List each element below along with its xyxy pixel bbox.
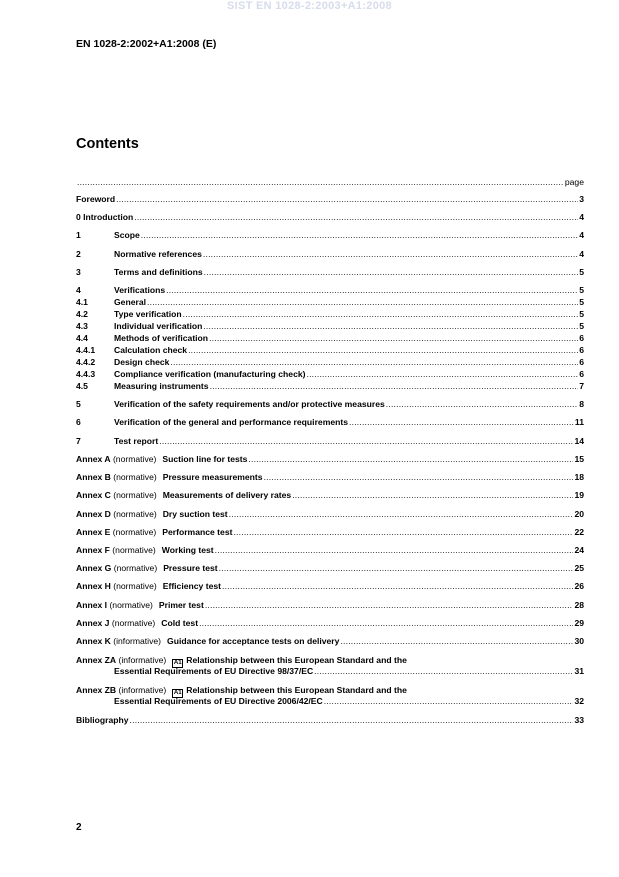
leader-dots — [159, 436, 573, 447]
leader-dots — [77, 177, 564, 187]
toc-page: 33 — [574, 715, 584, 725]
toc-entry-annex-d[interactable] — [76, 509, 584, 520]
annex-type: (informative) — [118, 685, 167, 695]
leader-dots — [222, 581, 573, 592]
amendment-marker-icon: A1 — [173, 660, 182, 666]
annex-label: Annex F — [76, 545, 110, 555]
toc-title: Verification of the safety requirements and/or protective measures — [114, 399, 385, 409]
toc-page: 14 — [574, 436, 584, 446]
toc-entry-foreword[interactable] — [76, 194, 584, 205]
toc-number: 4.4.3 — [76, 369, 96, 379]
toc-title: Methods of verification — [114, 333, 209, 343]
toc-page: 19 — [574, 490, 584, 500]
toc-entry-verifications[interactable] — [76, 285, 584, 296]
annex-type: (normative) — [113, 490, 157, 500]
toc-page: 6 — [579, 369, 584, 379]
leader-dots — [141, 230, 578, 241]
leader-dots — [215, 545, 574, 556]
annex-label: Annex ZB — [76, 685, 117, 695]
toc-entry-design-check[interactable] — [76, 357, 584, 368]
watermark: SIST EN 1028-2:2003+A1:2008 — [227, 0, 392, 12]
toc-page: 32 — [574, 696, 584, 706]
toc-page: 30 — [574, 636, 584, 646]
toc-title: Measuring instruments — [114, 381, 209, 391]
page-label-text: page — [564, 177, 584, 187]
annex-title: Dry suction test — [162, 509, 228, 519]
toc-entry-annex-a[interactable] — [76, 454, 584, 465]
annex-label: Annex A — [76, 454, 111, 464]
toc-title: Calculation check — [114, 345, 188, 355]
toc-entry-annex-h[interactable] — [76, 581, 584, 592]
toc-title: General — [114, 297, 147, 307]
toc-page: 4 — [579, 230, 584, 240]
toc-page: 18 — [574, 472, 584, 482]
toc-number: 4.5 — [76, 381, 88, 391]
toc-number: 3 — [76, 267, 81, 277]
toc-page: 4 — [579, 212, 584, 222]
leader-dots — [205, 600, 574, 611]
toc-page: 20 — [574, 509, 584, 519]
toc-entry-annex-b[interactable] — [76, 472, 584, 483]
leader-dots — [209, 333, 578, 344]
leader-dots — [210, 381, 579, 392]
toc-title: Verification of the general and performance requirements — [114, 417, 349, 427]
toc-page: 3 — [579, 194, 584, 204]
toc-entry-annex-e[interactable] — [76, 527, 584, 538]
toc-title: 0 Introduction — [76, 212, 134, 222]
leader-dots — [324, 696, 574, 707]
toc-entry-safety-requirements[interactable] — [76, 399, 584, 410]
annex-label: Annex K — [76, 636, 111, 646]
leader-dots — [170, 357, 578, 368]
annex-title: Performance test — [162, 527, 233, 537]
annex-label: Annex E — [76, 527, 111, 537]
toc-entry-scope[interactable] — [76, 230, 584, 241]
toc-entry-terms[interactable] — [76, 267, 584, 278]
toc-number: 4.2 — [76, 309, 88, 319]
leader-dots — [264, 472, 574, 483]
toc-entry-performance-requirements[interactable] — [76, 417, 584, 428]
annex-title: Pressure measurements — [162, 472, 263, 482]
toc-page: 5 — [579, 321, 584, 331]
toc-page: 25 — [574, 563, 584, 573]
leader-dots — [219, 563, 574, 574]
leader-dots — [183, 309, 579, 320]
toc-entry-individual-verification[interactable] — [76, 321, 584, 332]
leader-dots — [203, 249, 578, 260]
leader-dots — [349, 417, 574, 428]
leader-dots — [166, 285, 578, 296]
toc-entry-annex-j[interactable] — [76, 618, 584, 629]
annex-label: Annex G — [76, 563, 112, 573]
annex-type: (normative) — [113, 563, 158, 573]
leader-dots — [386, 399, 578, 410]
toc-page: 6 — [579, 345, 584, 355]
toc-entry-annex-za[interactable] — [76, 655, 584, 677]
leader-dots — [116, 194, 578, 205]
toc-entry-annex-g[interactable] — [76, 563, 584, 574]
annex-title: Cold test — [161, 618, 199, 628]
annex-title: Working test — [161, 545, 214, 555]
leader-dots — [130, 715, 574, 726]
annex-label: Annex B — [76, 472, 111, 482]
toc-entry-compliance-verification[interactable] — [76, 369, 584, 380]
toc-number: 4 — [76, 285, 81, 295]
toc-number: 4.3 — [76, 321, 88, 331]
toc-entry-annex-i[interactable] — [76, 600, 584, 611]
toc-page: 6 — [579, 357, 584, 367]
toc-title: Test report — [114, 436, 159, 446]
toc-page: 5 — [579, 285, 584, 295]
annex-type: (normative) — [109, 600, 153, 610]
toc-page: 8 — [579, 399, 584, 409]
leader-dots — [233, 527, 573, 538]
annex-label: Annex D — [76, 509, 111, 519]
amendment-marker-icon: A1 — [173, 690, 182, 696]
annex-type: (normative) — [112, 527, 157, 537]
annex-type: (normative) — [112, 454, 157, 464]
toc-page: 11 — [574, 417, 584, 427]
toc-entry-calculation-check[interactable] — [76, 345, 584, 356]
toc-entry-annex-zb[interactable] — [76, 685, 584, 707]
annex-title-line2: Essential Requirements of EU Directive 98/37/EC — [114, 666, 314, 676]
annex-label: Annex ZA — [76, 655, 117, 665]
toc-entry-general[interactable] — [76, 297, 584, 308]
annex-title-line1: Relationship between this European Standard and the — [186, 655, 407, 665]
toc-page: 22 — [574, 527, 584, 537]
toc-page: 5 — [579, 309, 584, 319]
annex-label: Annex H — [76, 581, 111, 591]
toc-number: 4.1 — [76, 297, 88, 307]
toc-page: 24 — [574, 545, 584, 555]
toc-number: 5 — [76, 399, 81, 409]
toc-title: Design check — [114, 357, 170, 367]
leader-dots — [134, 212, 578, 223]
annex-title-line2: Essential Requirements of EU Directive 2006/42/EC — [114, 696, 323, 706]
leader-dots — [147, 297, 578, 308]
toc-number: 4.4 — [76, 333, 88, 343]
leader-dots — [340, 636, 573, 647]
toc-entry-introduction[interactable] — [76, 212, 584, 223]
annex-title: Suction line for tests — [162, 454, 248, 464]
toc-number: 7 — [76, 436, 81, 446]
toc-entry-annex-k[interactable] — [76, 636, 584, 647]
toc-page: 26 — [574, 581, 584, 591]
annex-label: Annex I — [76, 600, 108, 610]
toc-page: 5 — [579, 297, 584, 307]
leader-dots — [204, 267, 579, 278]
toc-title: Verifications — [114, 285, 166, 295]
leader-dots — [248, 454, 573, 465]
annex-type: (normative) — [113, 472, 157, 482]
toc-page: 5 — [579, 267, 584, 277]
toc-title: Scope — [114, 230, 140, 240]
toc-number: 6 — [76, 417, 81, 427]
toc-page: 31 — [574, 666, 584, 676]
leader-dots — [292, 490, 573, 501]
annex-label: Annex C — [76, 490, 111, 500]
toc-page: 7 — [579, 381, 584, 391]
page-title: Contents — [76, 136, 139, 152]
annex-title: Primer test — [158, 600, 204, 610]
page-column-label — [76, 177, 584, 187]
toc-entry-normative-references[interactable] — [76, 249, 584, 260]
toc-entry-annex-f[interactable] — [76, 545, 584, 556]
toc-page: 6 — [579, 333, 584, 343]
toc-number: 4.4.1 — [76, 345, 96, 355]
toc-entry-type-verification[interactable] — [76, 309, 584, 320]
annex-type: (informative) — [118, 655, 167, 665]
leader-dots — [199, 618, 573, 629]
toc-number: 2 — [76, 249, 81, 259]
toc-title: Bibliography — [76, 715, 129, 725]
page-number: 2 — [76, 822, 82, 833]
toc-entry-measuring-instruments[interactable] — [76, 381, 584, 392]
annex-title-line1: Relationship between this European Standard and the — [186, 685, 407, 695]
toc-title: Normative references — [114, 249, 202, 259]
toc-entry-annex-c[interactable] — [76, 490, 584, 501]
annex-title: Pressure test — [163, 563, 218, 573]
toc-page: 4 — [579, 249, 584, 259]
annex-type: (normative) — [112, 545, 156, 555]
toc-title: Individual verification — [114, 321, 203, 331]
toc-number: 1 — [76, 230, 81, 240]
toc-page: 29 — [574, 618, 584, 628]
toc-entry-test-report[interactable] — [76, 436, 584, 447]
leader-dots — [203, 321, 578, 332]
annex-type: (normative) — [113, 509, 157, 519]
toc-title: Foreword — [76, 194, 116, 204]
annex-title: Measurements of delivery rates — [162, 490, 292, 500]
toc-entry-methods[interactable] — [76, 333, 584, 344]
toc-title: Type verification — [114, 309, 182, 319]
annex-type: (normative) — [113, 581, 157, 591]
toc-title: Compliance verification (manufacturing check) — [114, 369, 306, 379]
leader-dots — [307, 369, 579, 380]
toc-page: 28 — [574, 600, 584, 610]
toc-title: Terms and definitions — [114, 267, 203, 277]
leader-dots — [314, 666, 573, 677]
leader-dots — [229, 509, 574, 520]
annex-label: Annex J — [76, 618, 110, 628]
toc-page: 15 — [574, 454, 584, 464]
annex-title: Efficiency test — [162, 581, 221, 591]
document-header: EN 1028-2:2002+A1:2008 (E) — [76, 38, 217, 50]
leader-dots — [188, 345, 578, 356]
toc-entry-bibliography[interactable] — [76, 715, 584, 726]
annex-type: (normative) — [111, 618, 156, 628]
toc-number: 4.4.2 — [76, 357, 96, 367]
annex-type: (informative) — [113, 636, 162, 646]
annex-title: Guidance for acceptance tests on delivery — [167, 636, 340, 646]
